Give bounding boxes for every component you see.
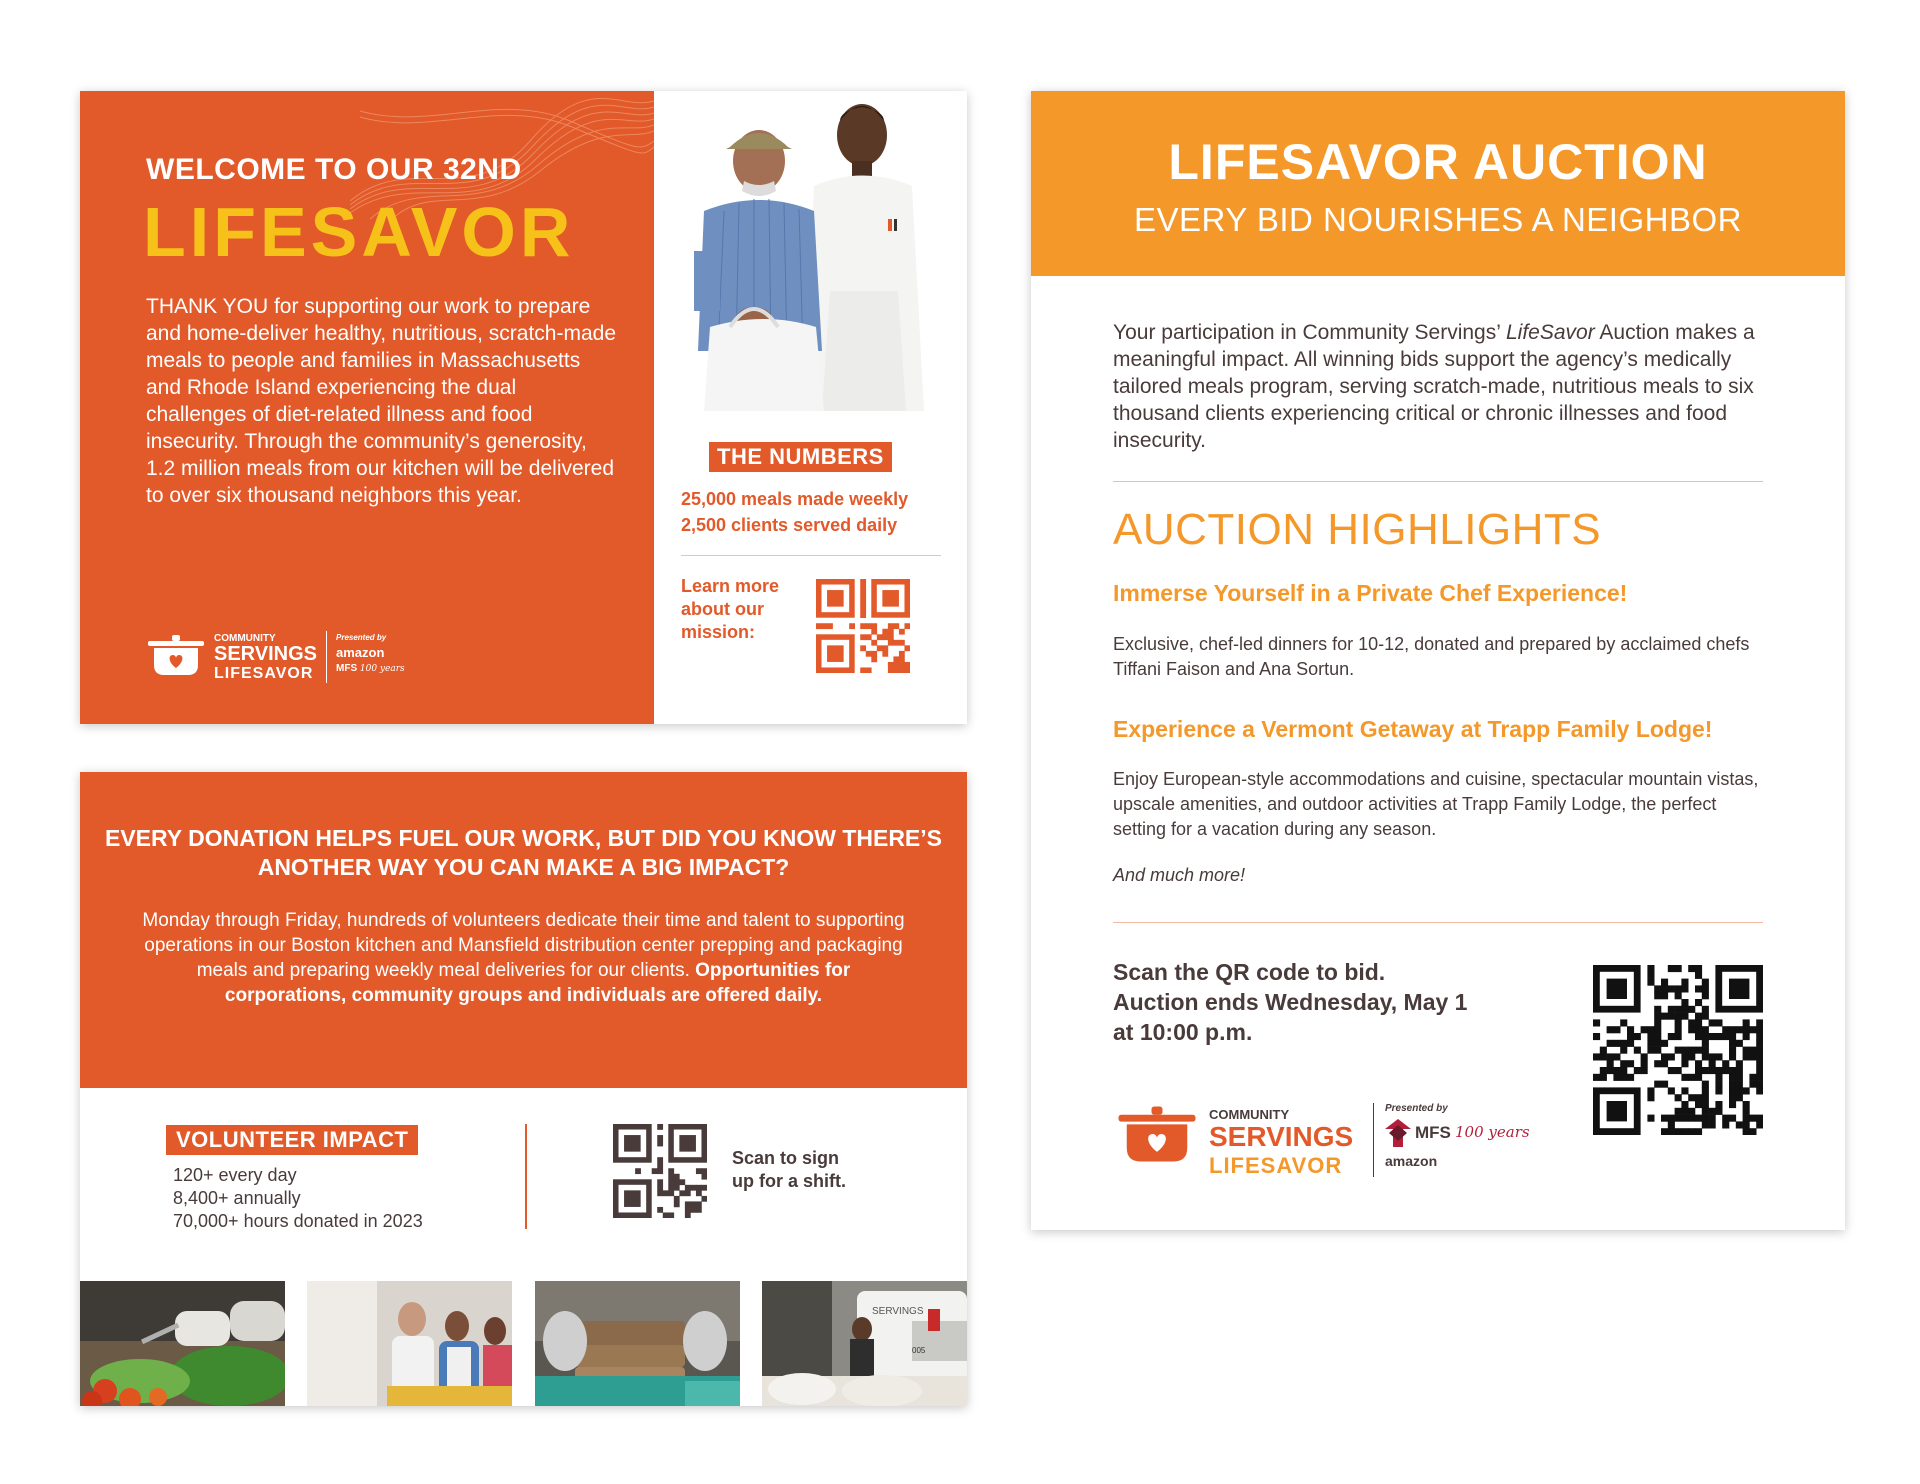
- welcome-card: [80, 91, 967, 724]
- scan-signup-text: [732, 1147, 846, 1193]
- volunteer-body: [140, 908, 907, 1008]
- impact-every-day: 120+ every day: [173, 1165, 297, 1185]
- impact-hours: 70,000+ hours donated in 2023: [173, 1211, 423, 1231]
- mfs-logo: [336, 663, 405, 674]
- auction-subtitle: EVERY BID NOURISHES A NEIGHBOR: [1134, 201, 1742, 238]
- auction-highlights-title: AUCTION HIGHLIGHTS: [1113, 505, 1602, 554]
- presented-by: Presented by: [336, 633, 387, 642]
- community-servings-logo: [146, 629, 446, 689]
- van-logo-text: SERVINGS: [872, 1306, 924, 1317]
- highlight-title-chef: Immerse Yourself in a Private Chef Experience!: [1113, 580, 1628, 606]
- photo-meal-containers: [535, 1281, 740, 1406]
- welcome-intro: THANK YOU for supporting our work to prepare and home-deliver healthy, nutritious, scratch-made meals to people and families in Massachusetts and Rhode Island experiencing the dual challenges of diet-related illness and food insecurity. Through the community’s generosity, 1.2 million meals from our kitchen will be delivered to over six thousand neighbors this year.: [146, 295, 617, 507]
- photo-kitchen-volunteers: [307, 1281, 512, 1406]
- the-numbers-label: THE NUMBERS: [709, 442, 892, 472]
- numbers-meals: 25,000 meals made weekly: [681, 489, 909, 509]
- auction-intro-after: Auction makes a meaningful impact. All winning bids support the agency’s medically tailored meals program, serving scratch-made, nutritious meals to six thousand clients experiencing critical or chronic illnesses and food insecurity.: [1113, 321, 1755, 452]
- bid-instructions: Scan the QR code to bid. Auction ends Wednesday, May 1 at 10:00 p.m.: [1113, 959, 1468, 1045]
- photo-delivery-van: [762, 1281, 967, 1406]
- amazon-logo: amazon: [1385, 1153, 1438, 1169]
- logo-divider: [1373, 1103, 1374, 1177]
- highlight-desc-chef: Exclusive, chef-led dinners for 10-12, donated and prepared by acclaimed chefs Tiffani Faison and Ana Sortun.: [1113, 634, 1750, 679]
- auction-title: LIFESAVOR AUCTION: [1168, 134, 1708, 190]
- mfs-100-years: 100 years: [359, 664, 405, 674]
- volunteer-body-text: Monday through Friday, hundreds of volunteers dedicate their time and talent to supporting operations in our Boston kitchen and Mansfield distribution center prepping and packaging meals and preparing weekly meal deliveries for our clients.: [142, 910, 905, 981]
- volunteer-qr-code[interactable]: [613, 1124, 707, 1218]
- numbers-divider: [681, 555, 941, 556]
- impact-divider: [525, 1124, 527, 1229]
- mfs-100-years: 100 years: [1455, 1123, 1530, 1141]
- volunteer-body-bold: Opportunities for corporations, community groups and individuals are offered daily.: [224, 960, 851, 1006]
- volunteer-panel: [80, 772, 967, 1088]
- learn-more-text: Learn more about our mission:: [681, 576, 780, 642]
- van-number: 005: [912, 1346, 926, 1355]
- auction-divider-bottom: [1113, 922, 1763, 923]
- and-much-more: And much more!: [1113, 865, 1246, 885]
- welcome-panel: [80, 91, 654, 724]
- volunteer-impact-label: VOLUNTEER IMPACT: [166, 1125, 418, 1155]
- pot-heart-icon: [1113, 1101, 1201, 1167]
- welcome-heading: WELCOME TO OUR 32ND: [146, 153, 522, 186]
- mfs-logo-text: MFS: [336, 663, 358, 674]
- volunteer-card: [80, 772, 967, 1406]
- auction-intro: [1113, 319, 1773, 454]
- mfs-logo-mark-icon: [1385, 1119, 1411, 1147]
- logo-lifesavor: LIFESAVOR: [1209, 1153, 1343, 1178]
- volunteers-photo: [654, 91, 967, 411]
- logo-servings: SERVINGS: [1209, 1121, 1354, 1152]
- auction-divider-top: [1113, 481, 1763, 482]
- logo-servings: SERVINGS: [214, 643, 317, 665]
- mfs-logo: MFS: [1415, 1123, 1451, 1142]
- auction-community-servings-logo: [1113, 1099, 1553, 1189]
- scan-signup-line1: Scan to sign: [732, 1148, 840, 1168]
- volunteer-headline: EVERY DONATION HELPS FUEL OUR WORK, BUT DID YOU KNOW THERE’S ANOTHER WAY YOU CAN MAKE A BIG IMPACT?: [105, 825, 942, 880]
- presented-by: Presented by: [1385, 1103, 1448, 1114]
- highlight-desc-vermont: Enjoy European-style accommodations and cuisine, spectacular mountain vistas, upscale amenities, and outdoor activities at Trapp Family Lodge, the perfect setting for a vacation during any season.: [1113, 769, 1759, 839]
- logo-divider: [326, 631, 327, 683]
- logo-community: COMMUNITY: [214, 633, 276, 644]
- bid-qr-code[interactable]: [1593, 965, 1763, 1135]
- numbers-clients: 2,500 clients served daily: [681, 515, 898, 535]
- impact-annually: 8,400+ annually: [173, 1188, 301, 1208]
- amazon-logo: amazon: [336, 645, 385, 660]
- auction-card: [1031, 91, 1845, 1230]
- logo-community: COMMUNITY: [1209, 1107, 1290, 1122]
- highlight-title-vermont: Experience a Vermont Getaway at Trapp Family Lodge!: [1113, 716, 1713, 742]
- auction-intro-before: Your participation in Community Servings’: [1113, 321, 1501, 344]
- auction-header: [1031, 91, 1845, 276]
- event-name: LIFESAVOR: [143, 193, 575, 271]
- photo-chopping-vegetables: [80, 1281, 285, 1406]
- mission-qr-code[interactable]: [816, 579, 910, 673]
- auction-intro-italic: LifeSavor: [1505, 321, 1595, 344]
- logo-lifesavor: LIFESAVOR: [214, 665, 314, 682]
- pot-heart-icon: [146, 631, 206, 679]
- scan-signup-line2: up for a shift.: [732, 1171, 846, 1191]
